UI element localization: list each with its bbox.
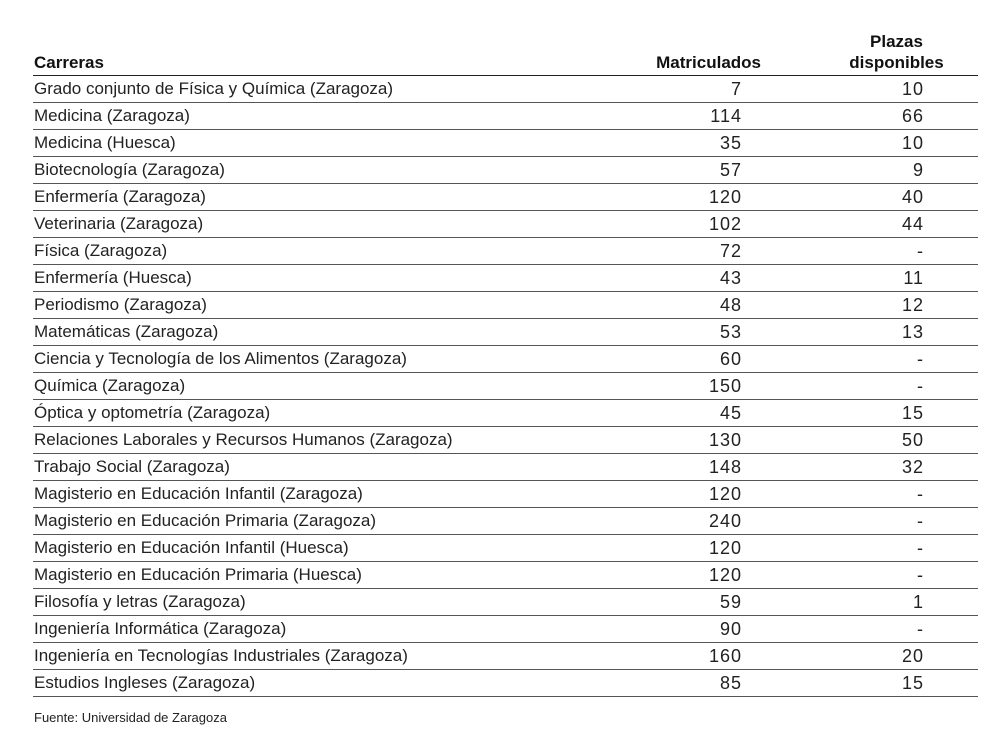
cell-matriculados: 150 (625, 373, 785, 400)
header-plazas-line2: disponibles (849, 53, 944, 72)
table-row (33, 157, 978, 184)
cell-plazas: 32 (785, 454, 978, 481)
table-row (33, 319, 978, 346)
cell-plazas: 66 (785, 103, 978, 130)
header-carreras: Carreras (33, 20, 625, 76)
cell-plazas: 10 (785, 130, 978, 157)
table-row (33, 211, 978, 238)
enrollment-table (33, 20, 978, 697)
cell-matriculados: 60 (625, 346, 785, 373)
cell-plazas: 44 (785, 211, 978, 238)
cell-carrera: Veterinaria (Zaragoza) (33, 211, 625, 238)
cell-plazas: - (785, 508, 978, 535)
cell-carrera: Magisterio en Educación Primaria (Zaragoza) (33, 508, 625, 535)
cell-matriculados: 120 (625, 481, 785, 508)
table-row (33, 76, 978, 103)
cell-carrera: Medicina (Zaragoza) (33, 103, 625, 130)
table-row (33, 184, 978, 211)
cell-carrera: Ingeniería en Tecnologías Industriales (Zaragoza) (33, 643, 625, 670)
table-row (33, 481, 978, 508)
table-row (33, 454, 978, 481)
cell-carrera: Enfermería (Huesca) (33, 265, 625, 292)
cell-matriculados: 120 (625, 562, 785, 589)
header-plazas (785, 20, 978, 76)
table-header-row (33, 20, 978, 76)
table-row (33, 373, 978, 400)
table-row (33, 292, 978, 319)
cell-plazas: - (785, 373, 978, 400)
cell-matriculados: 48 (625, 292, 785, 319)
cell-plazas: 15 (785, 400, 978, 427)
table-body (33, 76, 978, 697)
header-matriculados: Matriculados (625, 20, 785, 76)
cell-plazas: - (785, 481, 978, 508)
cell-carrera: Estudios Ingleses (Zaragoza) (33, 670, 625, 697)
cell-plazas: 10 (785, 76, 978, 103)
table-row (33, 562, 978, 589)
cell-plazas: 9 (785, 157, 978, 184)
cell-plazas: 50 (785, 427, 978, 454)
table-row (33, 238, 978, 265)
table-row (33, 103, 978, 130)
cell-carrera: Trabajo Social (Zaragoza) (33, 454, 625, 481)
table-row (33, 616, 978, 643)
cell-plazas: 40 (785, 184, 978, 211)
cell-carrera: Química (Zaragoza) (33, 373, 625, 400)
cell-matriculados: 72 (625, 238, 785, 265)
table-row (33, 508, 978, 535)
cell-plazas: 12 (785, 292, 978, 319)
cell-matriculados: 53 (625, 319, 785, 346)
cell-carrera: Enfermería (Zaragoza) (33, 184, 625, 211)
cell-matriculados: 148 (625, 454, 785, 481)
cell-matriculados: 114 (625, 103, 785, 130)
cell-matriculados: 45 (625, 400, 785, 427)
table-row (33, 670, 978, 697)
table-row (33, 427, 978, 454)
cell-matriculados: 90 (625, 616, 785, 643)
cell-carrera: Filosofía y letras (Zaragoza) (33, 589, 625, 616)
cell-carrera: Ciencia y Tecnología de los Alimentos (Zaragoza) (33, 346, 625, 373)
cell-carrera: Matemáticas (Zaragoza) (33, 319, 625, 346)
cell-matriculados: 240 (625, 508, 785, 535)
cell-carrera: Biotecnología (Zaragoza) (33, 157, 625, 184)
header-plazas-line1: Plazas (870, 32, 923, 51)
source-note: Fuente: Universidad de Zaragoza (34, 710, 227, 725)
cell-carrera: Periodismo (Zaragoza) (33, 292, 625, 319)
cell-carrera: Magisterio en Educación Primaria (Huesca) (33, 562, 625, 589)
table-row (33, 535, 978, 562)
cell-carrera: Magisterio en Educación Infantil (Zaragoza) (33, 481, 625, 508)
enrollment-table-container (33, 20, 978, 697)
table-row (33, 130, 978, 157)
cell-plazas: 1 (785, 589, 978, 616)
cell-plazas: 13 (785, 319, 978, 346)
table-row (33, 400, 978, 427)
cell-carrera: Medicina (Huesca) (33, 130, 625, 157)
cell-matriculados: 57 (625, 157, 785, 184)
cell-carrera: Óptica y optometría (Zaragoza) (33, 400, 625, 427)
cell-carrera: Física (Zaragoza) (33, 238, 625, 265)
cell-plazas: 11 (785, 265, 978, 292)
cell-carrera: Relaciones Laborales y Recursos Humanos (Zaragoza) (33, 427, 625, 454)
table-row (33, 346, 978, 373)
cell-matriculados: 85 (625, 670, 785, 697)
cell-carrera: Grado conjunto de Física y Química (Zaragoza) (33, 76, 625, 103)
cell-matriculados: 35 (625, 130, 785, 157)
cell-plazas: 20 (785, 643, 978, 670)
cell-plazas: 15 (785, 670, 978, 697)
cell-carrera: Magisterio en Educación Infantil (Huesca) (33, 535, 625, 562)
cell-plazas: - (785, 562, 978, 589)
table-row (33, 589, 978, 616)
cell-plazas: - (785, 616, 978, 643)
cell-plazas: - (785, 346, 978, 373)
cell-matriculados: 120 (625, 535, 785, 562)
cell-matriculados: 130 (625, 427, 785, 454)
table-row (33, 643, 978, 670)
cell-matriculados: 120 (625, 184, 785, 211)
cell-plazas: - (785, 535, 978, 562)
cell-matriculados: 59 (625, 589, 785, 616)
cell-carrera: Ingeniería Informática (Zaragoza) (33, 616, 625, 643)
cell-matriculados: 43 (625, 265, 785, 292)
table-row (33, 265, 978, 292)
cell-matriculados: 160 (625, 643, 785, 670)
cell-plazas: - (785, 238, 978, 265)
cell-matriculados: 7 (625, 76, 785, 103)
cell-matriculados: 102 (625, 211, 785, 238)
